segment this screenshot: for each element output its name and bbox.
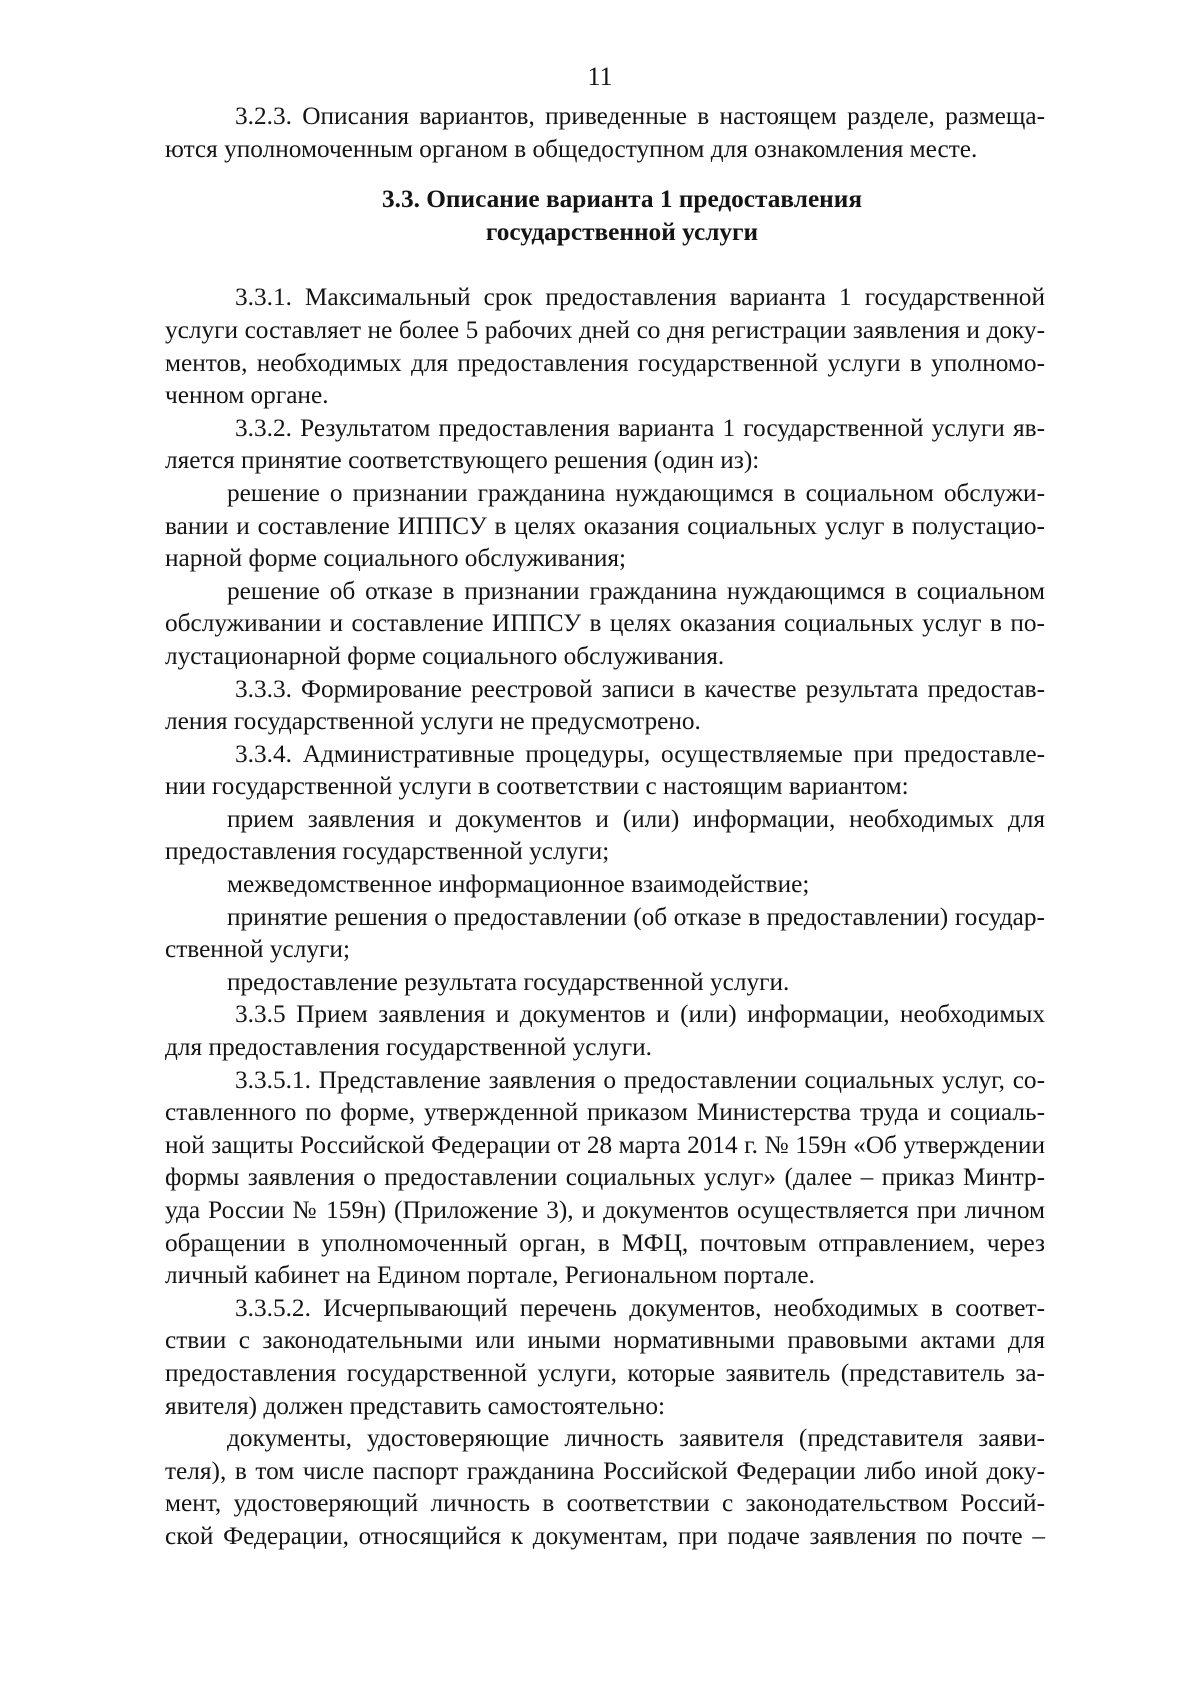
paragraph-3-3-5-2	[165, 1292, 1045, 1422]
text-line: 3.3.1. Максимальный срок предоставления варианта 1 государственной	[235, 283, 1045, 312]
document-body	[165, 100, 1045, 1553]
list-item-procedure-2	[165, 868, 1045, 901]
text-line: ются уполномоченным органом в общедоступном для ознакомления месте.	[165, 134, 978, 163]
text-line: обращении в уполномоченный орган, в МФЦ, почтовым отправлением, через	[165, 1228, 1045, 1257]
text-line: 3.3.3. Формирование реестровой записи в качестве результата предостав-	[235, 674, 1045, 703]
text-line: предоставления государственной услуги, которые заявитель (представитель за-	[165, 1358, 1045, 1387]
text-line: ченном органе.	[165, 381, 329, 410]
text-line: явителя) должен представить самостоятельно:	[165, 1391, 666, 1420]
text-line: ляется принятие соответствующего решения (один из):	[165, 446, 760, 475]
text-line: мент, удостоверяющий личность в соответствии с законодательством Россий-	[165, 1489, 1045, 1518]
list-item-procedure-4	[165, 966, 1045, 999]
text-line: предоставления государственной услуги;	[165, 837, 610, 866]
text-line: решение о признании гражданина нуждающимся в социальном обслужи-	[227, 478, 1045, 507]
text-line: ной защиты Российской Федерации от 28 марта 2014 г. № 159н «Об утверждении	[165, 1130, 1045, 1159]
text-line: 3.3.5.1. Представление заявления о предоставлении социальных услуг, со-	[235, 1065, 1045, 1094]
text-line: 3.2.3. Описания вариантов, приведенные в настоящем разделе, размеща-	[235, 102, 1045, 130]
text-line: решение об отказе в признании гражданина нуждающимся в социальном	[227, 576, 1045, 605]
heading-line: 3.3. Описание варианта 1 предоставления	[381, 185, 863, 214]
text-line: нии государственной услуги в соответствии с настоящим вариантом:	[165, 772, 909, 801]
heading-line: государственной услуги	[485, 217, 759, 246]
text-line: нарной форме социального обслуживания;	[165, 544, 627, 573]
text-line: формы заявления о предоставлении социальных услуг» (далее – приказ Минтр-	[165, 1163, 1045, 1192]
paragraph-3-3-2	[165, 412, 1045, 477]
text-line: ствии с законодательными или иными нормативными правовыми актами для	[165, 1326, 1045, 1355]
text-line: лустационарной форме социального обслуживания.	[165, 641, 725, 670]
text-line: ментов, необходимых для предоставления государственной услуги в уполномо-	[165, 348, 1045, 377]
list-item-procedure-3	[165, 901, 1045, 966]
paragraph-3-3-5-1	[165, 1064, 1045, 1292]
text-line: уда России № 159н) (Приложение 3), и документов осуществляется при личном	[165, 1196, 1045, 1224]
text-line: принятие решения о предоставлении (об отказе в предоставлении) государ-	[227, 902, 1045, 931]
list-item-procedure-1	[165, 803, 1045, 868]
text-line: 3.3.5 Прием заявления и документов и (или) информации, необходимых	[235, 1000, 1045, 1029]
text-line: услуги составляет не более 5 рабочих дней со дня регистрации заявления и доку-	[165, 315, 1045, 344]
text-line: для предоставления государственной услуги.	[165, 1033, 653, 1062]
page-number: 11	[587, 62, 613, 91]
paragraph-3-3-4	[165, 738, 1045, 803]
text-line: 3.3.2. Результатом предоставления варианта 1 государственной услуги яв-	[235, 413, 1045, 442]
text-line: прием заявления и документов и (или) информации, необходимых для	[227, 804, 1045, 833]
section-heading	[165, 183, 1045, 248]
paragraph-3-3-3	[165, 673, 1045, 738]
list-item-decision-1	[165, 477, 1045, 575]
text-line: личный кабинет на Едином портале, Региональном портале.	[165, 1261, 815, 1290]
list-item-documents-1	[165, 1422, 1045, 1552]
text-line: ской Федерации, относящийся к документам, при подаче заявления по почте –	[165, 1521, 1045, 1550]
paragraph-3-3-5	[165, 998, 1045, 1063]
text-line: межведомственное информационное взаимодействие;	[227, 870, 810, 899]
text-line: 3.3.5.2. Исчерпывающий перечень документов, необходимых в соответ-	[235, 1293, 1045, 1322]
paragraph-3-2-3	[165, 100, 1045, 165]
text-line: теля), в том числе паспорт гражданина Российской Федерации либо иной доку-	[165, 1456, 1045, 1485]
list-item-decision-2	[165, 575, 1045, 673]
text-line: 3.3.4. Административные процедуры, осуществляемые при предоставле-	[235, 739, 1045, 768]
text-line: документы, удостоверяющие личность заявителя (представителя заяви-	[227, 1424, 1045, 1453]
text-line: предоставление результата государственной услуги.	[227, 967, 790, 996]
text-line: вании и составление ИППСУ в целях оказания социальных услуг в полустацио-	[165, 511, 1045, 540]
text-line: обслуживании и составление ИППСУ в целях оказания социальных услуг в по-	[165, 609, 1045, 638]
text-line: ставленного по форме, утвержденной приказом Министерства труда и социаль-	[165, 1098, 1045, 1127]
paragraph-3-3-1	[165, 281, 1045, 411]
text-line: ственной услуги;	[165, 935, 350, 964]
text-line: ления государственной услуги не предусмотрено.	[165, 707, 701, 736]
